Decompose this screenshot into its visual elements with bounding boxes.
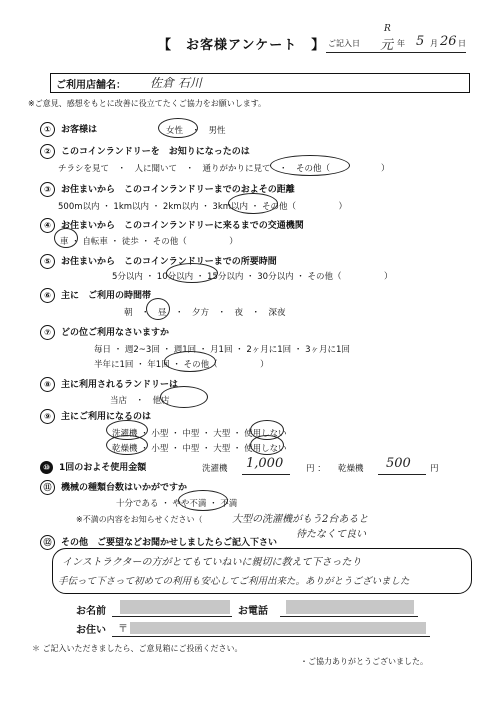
q10-yen-2: 円 — [430, 464, 439, 474]
q11-handwriting-2: 待たなくて良い — [296, 529, 366, 540]
q10-label: 1回のおよそ使用金額 — [59, 463, 147, 473]
footer-thanks: ・ご協力ありがとうございました。 — [300, 657, 428, 666]
q9-number: ⑨ — [40, 409, 55, 424]
q2-options: チラシを見て ・ 人に聞いて ・ 通りがかりに見て ・ その他（ ） — [58, 164, 390, 174]
q2 — [40, 144, 250, 159]
q3-label: お住まいから このコインランドリーまでのおよその距離 — [61, 185, 295, 195]
q10-wash-value: 1,000 — [246, 456, 284, 471]
q11-options: 十分である ・ やや不満 ・ 不満 — [116, 499, 238, 509]
q3-options: 500m以内 ・ 1km以内 ・ 2km以内 ・ 3km以内 ・ その他（ ） — [58, 202, 347, 212]
name-label: お名前 — [76, 606, 106, 617]
name-underline — [112, 616, 232, 617]
q6 — [40, 288, 151, 303]
q10-number: ⑩ — [40, 461, 53, 474]
date-month-unit: 月 — [430, 39, 438, 48]
q2-circle — [270, 155, 350, 176]
q9-dryer-circle — [106, 435, 148, 455]
q6-label: 主に ご利用の時間帯 — [61, 291, 152, 301]
q4-options: 車 ・ 自転車 ・ 徒歩 ・ その他（ ） — [60, 237, 238, 247]
intro-text: ※ご意見、感想をもとに改善に役立てたくご協力をお願いします。 — [28, 99, 267, 108]
postal-mark: 〒 — [118, 624, 128, 635]
q5-label: お住まいから このコインランドリーまでの所要時間 — [61, 257, 277, 267]
q4-label: お住まいから このコインランドリーに来るまでの交通機関 — [61, 221, 304, 231]
address-underline — [112, 636, 430, 637]
q10-wash-underline — [242, 474, 290, 475]
footer-note: ＊ ご記入いただきましたら、ご意見箱にご投函ください。 — [32, 644, 243, 653]
q12-number: ⑫ — [40, 535, 55, 550]
store-label: ご利用店舗名： — [56, 80, 126, 91]
q1-circle — [158, 118, 198, 138]
q1 — [40, 122, 97, 137]
q4-number: ④ — [40, 218, 55, 233]
q10-dry-label: 乾燥機 — [338, 464, 364, 474]
q3-number: ③ — [40, 182, 55, 197]
address-redacted — [130, 622, 426, 634]
q5-options: 5分以内 ・ 10分以内 ・ 15分以内 ・ 30分以内 ・ その他（ ） — [112, 272, 393, 282]
q7-number: ⑦ — [40, 325, 55, 340]
q9-row-dryer: 乾燥機 ・ 小型 ・ 中型 ・ 大型 ・ 使用しない — [112, 444, 287, 454]
q11 — [40, 480, 187, 495]
store-value: 佐倉 石川 — [150, 76, 202, 90]
q3-circle — [228, 193, 278, 214]
q10 — [40, 460, 146, 474]
q10-dry-value: 500 — [386, 456, 411, 471]
q10-wash-label: 洗濯機 — [202, 464, 228, 474]
q12-handwriting-2: 手伝って下さって初めての利用も安心してご利用出来た。ありがとうございました — [58, 576, 410, 587]
q7-options: 毎日 ・ 週2~3回 ・ 週1回 ・ 月1回 ・ 2ヶ月に1回 ・ 3ヶ月に1回 — [94, 345, 350, 355]
q10-yen-1: 円 ： — [306, 464, 326, 474]
q2-number: ② — [40, 144, 55, 159]
q11-number: ⑪ — [40, 480, 55, 495]
name-redacted — [120, 600, 230, 614]
q8 — [40, 377, 178, 392]
q4 — [40, 218, 304, 233]
q9-row-washer: 洗濯機 ・ 小型 ・ 中型 ・ 大型 ・ 使用しない — [112, 429, 287, 439]
phone-label: お電話 — [238, 606, 268, 617]
q8-label: 主に利用されるランドリーは — [61, 380, 179, 390]
date-year-unit: 年 — [397, 39, 405, 48]
phone-redacted — [286, 600, 414, 614]
q12-handwriting-1: インストラクターの方がとてもていねいに親切に教えて下さったり — [62, 557, 362, 568]
q1-label: お客様は — [61, 125, 98, 135]
date-month: 5 — [416, 34, 425, 49]
q4-circle — [54, 228, 78, 248]
q11-handwriting: 大型の洗濯機がもう2台あると — [232, 514, 369, 525]
q8-options: 当店 ・ 他店 — [110, 396, 170, 406]
q5-circle — [166, 263, 218, 283]
q8-number: ⑧ — [40, 377, 55, 392]
date-day-unit: 日 — [458, 39, 466, 48]
q8-circle — [160, 386, 208, 408]
date-underline — [326, 52, 466, 53]
q6-options: 朝 ・ 昼 ・ 夕方 ・ 夜 ・ 深夜 — [124, 308, 286, 318]
address-label: お住い — [76, 625, 106, 636]
q6-circle — [146, 298, 170, 320]
q5 — [40, 254, 277, 269]
q1-options: 女性 ・ 男性 — [166, 126, 226, 136]
q11-circle — [178, 490, 228, 511]
phone-underline — [280, 616, 418, 617]
q11-note: ※不満の内容をお知らせください（ — [76, 515, 203, 524]
q7-label: どの位ご利用なさいますか — [61, 328, 170, 338]
q11-label: 機械の種類台数はいかがですか — [61, 483, 188, 493]
q7 — [40, 325, 169, 340]
q5-number: ⑤ — [40, 254, 55, 269]
date-era: R — [384, 24, 391, 34]
q9-dryer-large-circle — [250, 435, 284, 455]
q2-label: このコインランドリーを お知りになったのは — [61, 147, 250, 157]
date-year: 元 — [380, 38, 394, 53]
q1-number: ① — [40, 122, 55, 137]
date-label: ご記入日 — [328, 39, 360, 48]
q9-label: 主にご利用になるのは — [61, 412, 152, 422]
survey-title: 【 お客様アンケート 】 — [158, 38, 326, 53]
q10-dry-underline — [378, 474, 426, 475]
q7-options-2: 半年に1回 ・ 年1回 ・ その他（ ） — [94, 360, 269, 370]
q7-circle — [164, 351, 216, 372]
q6-number: ⑥ — [40, 288, 55, 303]
date-day: 26 — [440, 34, 457, 49]
q12-label: その他 ご要望などお聞かせしましたらご記入下さい — [61, 538, 278, 548]
